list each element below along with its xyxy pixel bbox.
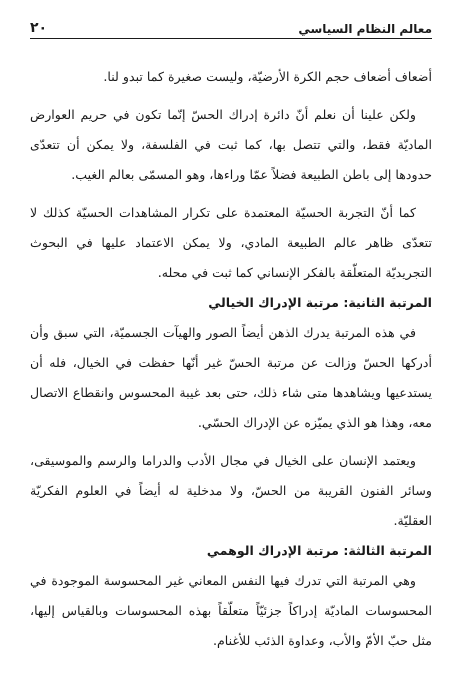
running-header-title: معالم النظام السياسي	[298, 22, 432, 36]
paragraph-continuation: أضعاف أضعاف حجم الكرة الأرضيّة، وليست صغيرة كما تبدو لنا.	[103, 69, 432, 84]
paragraph-sensory-experiment: كما أنّ التجربة الحسيّة المعتمدة على تكرار المشاهدات الحسيّة كذلك لا تتعدّى ظاهر عالم الطبيعة المادي، ولا يمكن الاعتماد عليها في البحوث التجريديّة المتعلّقة بالفكر الإنساني كما ثبت في محله.	[30, 205, 432, 280]
paragraph-imagination-arts: ويعتمد الإنسان على الخيال في مجال الأدب والدراما والرسم والموسيقى، وسائر الفنون القريبة من الحسّ، ولا مدخلية له أيضاً في العلوم الفكريّة العقليّة.	[30, 453, 432, 528]
section-heading-imaginative: المرتبة الثانية: مرتبة الإدراك الخيالي	[208, 295, 432, 310]
paragraph-sense-perception-limits: ولكن علينا أن نعلم أنّ دائرة إدراك الحسّ إنّما تكون في حريم العوارض الماديّة فقط، والتي تتصل بها، كما ثبت في الفلسفة، ولا يمكن أن تتعدّى حدودها إلى باطن الطبيعة فضلاً عمّا وراءها، وهو المسمّى بعالم الغيب.	[30, 107, 432, 182]
running-header	[30, 14, 432, 36]
page-body	[30, 62, 432, 656]
paragraph-estimative-perception: وهي المرتبة التي تدرك فيها النفس المعاني غير المحسوسة الموجودة في المحسوسات الماديّة إدراكاً جزئيّاً متعلّقاً بهذه المحسوسات وبالقياس إليها، مثل حبّ الأمّ والأب، وعداوة الذئب للأغنام.	[30, 573, 432, 648]
paragraph-imaginative-perception: في هذه المرتبة يدرك الذهن أيضاً الصور والهيآت الجسميّة، التي سبق وأن أدركها الحسّ وزالت عن مرتبة الحسّ غير أنّها حفظت في الخيال، فله أن يستدعيها ويشاهدها متى شاء ذلك، حتى بعد غيبة المحسوس وانقطاع الاتصال معه، وهذا هو الذي يميّزه عن الإدراك الحسّي.	[30, 325, 432, 430]
page-number: ٢٠	[30, 20, 48, 36]
header-divider	[30, 38, 432, 39]
section-heading-estimative: المرتبة الثالثة: مرتبة الإدراك الوهمي	[206, 543, 432, 558]
